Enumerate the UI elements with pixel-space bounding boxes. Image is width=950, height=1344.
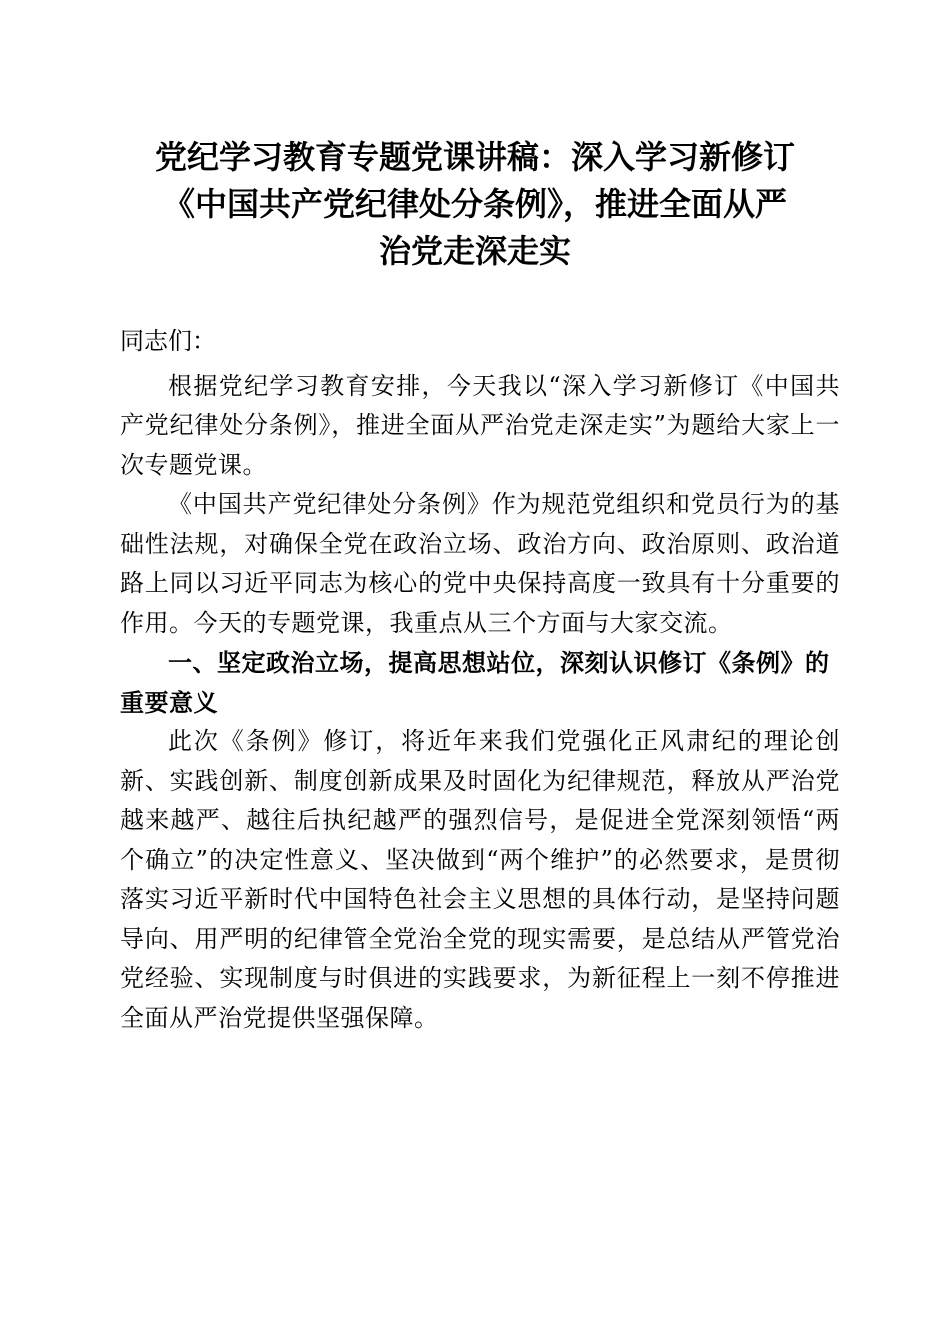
document-title	[118, 134, 832, 275]
section-heading: 一、坚定政治立场，提高思想站位，深刻认识修订《条例》的重要意义	[120, 648, 830, 717]
title-line-2: 《中国共产党纪律处分条例》，推进全面从严	[162, 185, 787, 223]
title-line-3: 治党走深走实	[378, 232, 571, 270]
document-body	[120, 322, 840, 1038]
intro-paragraph: 根据党纪学习教育安排，今天我以“深入学习新修订《中国共产党纪律处分条例》，推进全面从严治党走深走实”为题给大家上一次专题党课。	[120, 371, 840, 479]
context-paragraph: 《中国共产党纪律处分条例》作为规范党组织和党员行为的基础性法规，对确保全党在政治立场、政治方向、政治原则、政治道路上同以习近平同志为核心的党中央保持高度一致具有十分重要的作用。今天的专题党课，我重点从三个方面与大家交流。	[120, 490, 840, 637]
title-line-1: 党纪学习教育专题党课讲稿：深入学习新修订	[154, 138, 795, 176]
section-paragraph: 此次《条例》修订，将近年来我们党强化正风肃纪的理论创新、实践创新、制度创新成果及时固化为纪律规范，释放从严治党越来越严、越往后执纪越严的强烈信号，是促进全党深刻领悟“两个确立”的决定性意义、坚决做到“两个维护”的必然要求，是贯彻落实习近平新时代中国特色社会主义思想的具体行动，是坚持问题导向、用严明的纪律管全党治全党的现实需要，是总结从严管党治党经验、实现制度与时俱进的实践要求，为新征程上一刻不停推进全面从严治党提供坚强保障。	[120, 727, 840, 1032]
salutation: 同志们：	[120, 327, 216, 355]
